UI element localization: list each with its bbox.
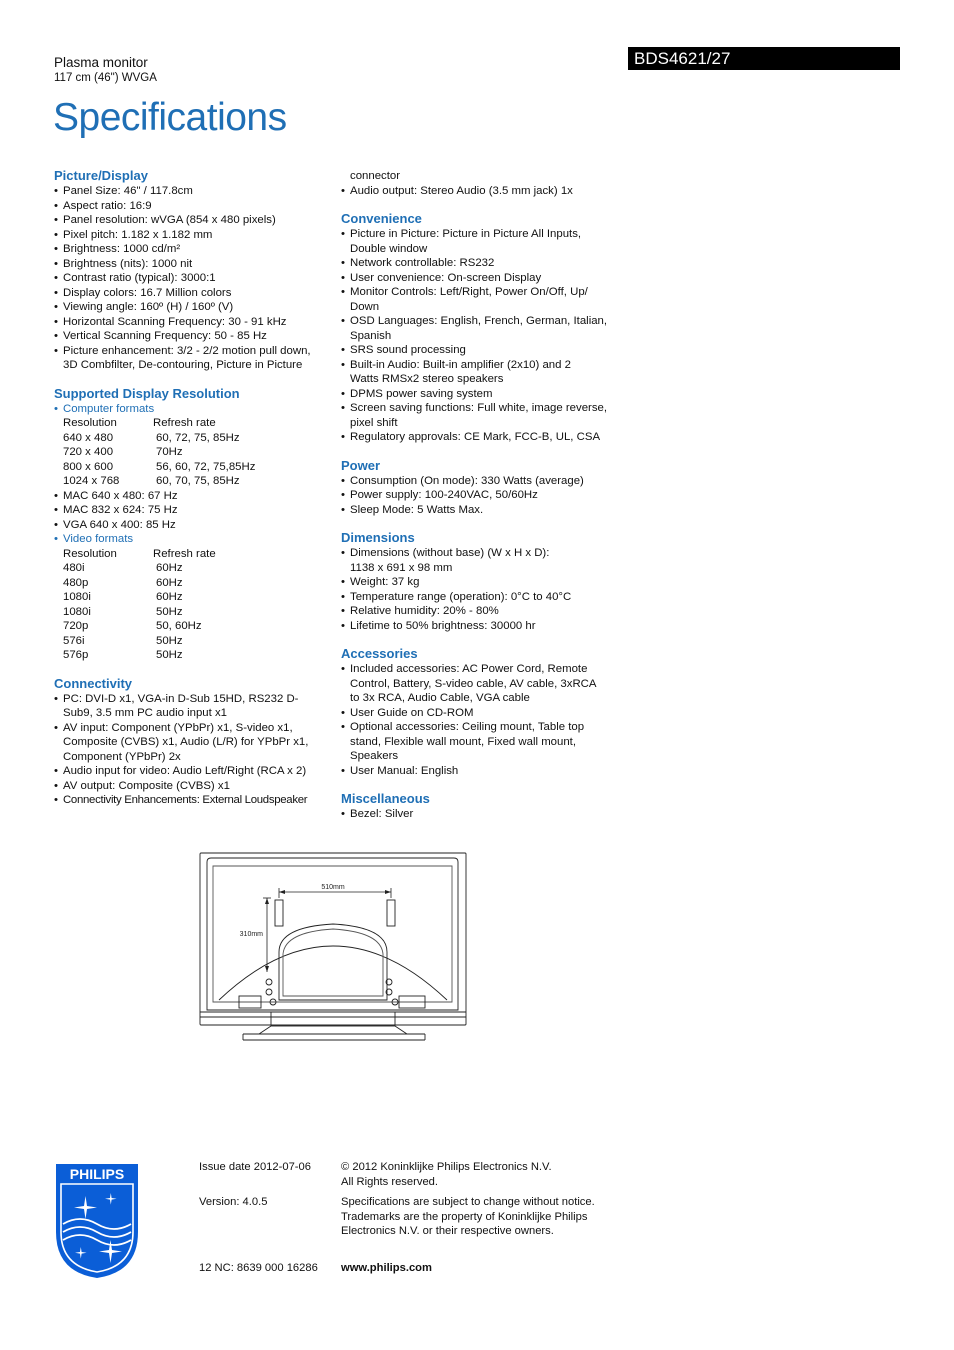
list-item: • Picture enhancement: 3/2 - 2/2 motion pull down, <box>54 344 326 359</box>
diagram-width-label: 510mm <box>321 884 345 891</box>
refresh-cell: 60, 70, 75, 85Hz <box>156 475 240 487</box>
video-formats-label: • Video formats <box>54 532 326 547</box>
list-item: • OSD Languages: English, French, German, Italian, <box>341 314 613 329</box>
table-row <box>54 619 326 634</box>
list-item-continuation: pixel shift <box>350 416 398 429</box>
list-item-continuation: Sub9, 3.5 mm PC audio input x1 <box>63 707 227 719</box>
page-title: Specifications <box>53 96 287 139</box>
philips-logo <box>54 1162 140 1280</box>
resolution-cell: 720p <box>63 620 89 632</box>
refresh-cell: 60, 72, 75, 85Hz <box>156 431 240 444</box>
list-item-continuation: to 3x RCA, Audio Cable, VGA cable <box>350 692 530 704</box>
list-item: • Weight: 37 kg <box>341 575 613 590</box>
refresh-cell: 56, 60, 72, 75,85Hz <box>156 460 256 473</box>
disclaimer-line: Specifications are subject to change without notice. <box>341 1196 595 1208</box>
list-item-continuation: Control, Battery, S-video cable, AV cable, 3xRCA <box>350 677 597 690</box>
list-item: • Audio input for video: Audio Left/Right (RCA x 2) <box>54 764 326 779</box>
list-item: • Power supply: 100-240VAC, 50/60Hz <box>341 488 613 503</box>
refresh-cell: 50Hz <box>156 649 183 661</box>
right-column <box>341 169 613 822</box>
refresh-cell: 60Hz <box>156 591 183 603</box>
picture-display-list <box>54 184 326 373</box>
list-item-continuation: stand, Flexible wall mount, Fixed wall mount, <box>350 735 577 748</box>
list-item: • Vertical Scanning Frequency: 50 - 85 Hz <box>54 329 326 344</box>
refresh-cell: 50Hz <box>156 605 183 618</box>
refresh-header: Refresh rate <box>153 547 216 560</box>
refresh-cell: 60Hz <box>156 562 183 574</box>
connectivity-list <box>54 692 326 808</box>
diagram-height-label: 310mm <box>239 931 263 938</box>
section-title-power: Power <box>341 457 381 473</box>
resolution-header-row <box>54 416 326 431</box>
list-item: • Brightness (nits): 1000 nit <box>54 257 326 272</box>
list-item: • DPMS power saving system <box>341 387 613 402</box>
list-item: • Optional accessories: Ceiling mount, Table top <box>341 720 613 735</box>
resolution-cell: 640 x 480 <box>63 431 114 444</box>
disclaimer-line: Electronics N.V. or their respective owners. <box>341 1225 554 1237</box>
resolution-cell: 800 x 600 <box>63 460 114 473</box>
list-item: • Included accessories: AC Power Cord, Remote <box>341 662 613 677</box>
list-item-continuation: Composite (CVBS) x1, Audio (L/R) for YPbPr x1, <box>63 736 309 748</box>
list-item-continuation: connector <box>350 170 401 182</box>
issue-date: Issue date 2012-07-06 <box>199 1161 311 1173</box>
copyright-line: All Rights reserved. <box>341 1175 438 1188</box>
list-item-continuation: Watts RMSx2 stereo speakers <box>350 373 504 385</box>
website-link[interactable]: www.philips.com <box>341 1262 432 1274</box>
resolution-cell: 1080i <box>63 591 91 603</box>
disclaimer-line: Trademarks are the property of Koninklijke Philips <box>341 1210 588 1223</box>
list-item: • Screen saving functions: Full white, image reverse, <box>341 401 613 416</box>
list-item: • AV output: Composite (CVBS) x1 <box>54 779 326 794</box>
section-title-miscellaneous: Miscellaneous <box>341 791 430 806</box>
list-item: • SRS sound processing <box>341 343 613 358</box>
left-column <box>54 168 326 808</box>
list-item: • Aspect ratio: 16:9 <box>54 199 326 214</box>
table-row <box>54 445 326 460</box>
supported-resolution-list <box>54 402 326 417</box>
list-item: • Panel resolution: wVGA (854 x 480 pixels) <box>54 213 326 228</box>
convenience-list <box>341 227 613 445</box>
table-row <box>54 474 326 489</box>
list-item: • PC: DVI-D x1, VGA-in D-Sub 15HD, RS232 D- <box>54 692 326 707</box>
philips-wordmark: PHILIPS <box>69 1166 125 1182</box>
resolution-cell: 1024 x 768 <box>63 475 120 487</box>
resolution-cell: 480i <box>63 562 85 574</box>
list-item: • User convenience: On-screen Display <box>341 271 613 286</box>
section-title-connectivity: Connectivity <box>54 675 133 691</box>
list-item: • Regulatory approvals: CE Mark, FCC-B, UL, CSA <box>341 430 613 445</box>
list-item: • Panel Size: 46" / 117.8cm <box>54 184 326 199</box>
list-item-continuation: 1138 x 691 x 98 mm <box>350 561 453 574</box>
version: Version: 4.0.5 <box>199 1196 268 1208</box>
list-item-continuation: 3D Combfilter, De-contouring, Picture in Picture <box>63 359 303 371</box>
list-item: • Pixel pitch: 1.182 x 1.182 mm <box>54 228 326 243</box>
nc-number: 12 NC: 8639 000 16286 <box>199 1262 318 1274</box>
section-title-dimensions: Dimensions <box>341 530 415 545</box>
list-item: • Horizontal Scanning Frequency: 30 - 91 kHz <box>54 315 326 330</box>
list-item: • Monitor Controls: Left/Right, Power On/Off, Up/ <box>341 285 613 300</box>
resolution-cell: 480p <box>63 576 89 589</box>
connectivity-list-continued <box>341 169 613 198</box>
copyright-line: © 2012 Koninklijke Philips Electronics N.V. <box>341 1161 552 1173</box>
list-item: • Network controllable: RS232 <box>341 256 613 271</box>
resolution-cell: 576i <box>63 634 85 647</box>
list-item-continuation: Speakers <box>350 750 399 762</box>
list-item: • Temperature range (operation): 0°C to 40°C <box>341 590 613 605</box>
computer-formats-label: • Computer formats <box>54 402 326 417</box>
table-row <box>54 576 326 591</box>
list-item-continuation: Spanish <box>350 329 392 342</box>
product-line: Plasma monitor <box>54 55 148 70</box>
table-row <box>54 460 326 475</box>
list-item: • Consumption (On mode): 330 Watts (average) <box>341 474 613 489</box>
list-item: • User Guide on CD-ROM <box>341 706 613 721</box>
dimensions-list <box>341 546 613 633</box>
list-item: • MAC 832 x 624: 75 Hz <box>54 503 326 518</box>
refresh-cell: 50, 60Hz <box>156 620 202 632</box>
product-size: 117 cm (46") WVGA <box>54 72 157 84</box>
list-item: • Lifetime to 50% brightness: 30000 hr <box>341 619 613 634</box>
list-item-continuation: Double window <box>350 242 428 255</box>
table-row <box>54 561 326 576</box>
refresh-cell: 70Hz <box>156 446 183 458</box>
list-item: • Dimensions (without base) (W x H x D): <box>341 546 613 561</box>
list-item: • User Manual: English <box>341 764 613 779</box>
resolution-cell: 720 x 400 <box>63 446 114 458</box>
list-item: • Viewing angle: 160º (H) / 160º (V) <box>54 300 326 315</box>
list-item: • MAC 640 x 480: 67 Hz <box>54 489 326 504</box>
table-row <box>54 634 326 649</box>
resolution-header: Resolution <box>63 547 117 560</box>
monitor-rear-diagram <box>199 852 469 1042</box>
refresh-cell: 60Hz <box>156 576 183 589</box>
supported-resolution-extra-list <box>54 489 326 547</box>
list-item: • Relative humidity: 20% - 80% <box>341 604 613 619</box>
miscellaneous-list <box>341 807 613 822</box>
resolution-cell: 576p <box>63 649 89 661</box>
disclaimer <box>341 1195 611 1239</box>
section-title-convenience: Convenience <box>341 211 422 226</box>
list-item: • Connectivity Enhancements: External Loudspeaker <box>54 793 326 808</box>
section-title-supported-resolution: Supported Display Resolution <box>54 385 240 401</box>
list-item: • Brightness: 1000 cd/m² <box>54 242 326 257</box>
power-list <box>341 474 613 518</box>
list-item: • VGA 640 x 400: 85 Hz <box>54 518 326 533</box>
section-title-picture-display: Picture/Display <box>54 168 148 183</box>
table-row <box>54 605 326 620</box>
list-item: • Display colors: 16.7 Million colors <box>54 286 326 301</box>
list-item: • Built-in Audio: Built-in amplifier (2x10) and 2 <box>341 358 613 373</box>
list-item-continuation: Component (YPbPr) 2x <box>63 750 181 763</box>
table-row <box>54 648 326 663</box>
refresh-cell: 50Hz <box>156 634 183 647</box>
resolution-header-row <box>54 547 326 562</box>
list-item: • Contrast ratio (typical): 3000:1 <box>54 271 326 286</box>
list-item: • Sleep Mode: 5 Watts Max. <box>341 503 613 518</box>
resolution-cell: 1080i <box>63 605 91 618</box>
copyright <box>341 1160 611 1189</box>
list-item: • Audio output: Stereo Audio (3.5 mm jack) 1x <box>341 184 613 199</box>
section-title-accessories: Accessories <box>341 646 418 661</box>
list-item: • Picture in Picture: Picture in Picture All Inputs, <box>341 227 613 242</box>
list-item-continuation: Down <box>350 300 380 313</box>
table-row <box>54 431 326 446</box>
accessories-list <box>341 662 613 778</box>
table-row <box>54 590 326 605</box>
list-item: • AV input: Component (YPbPr) x1, S-video x1, <box>54 721 326 736</box>
list-item: • Bezel: Silver <box>341 807 613 822</box>
resolution-header: Resolution <box>63 417 117 429</box>
model-number-banner: BDS4621/27 <box>628 47 900 70</box>
refresh-header: Refresh rate <box>153 417 216 429</box>
